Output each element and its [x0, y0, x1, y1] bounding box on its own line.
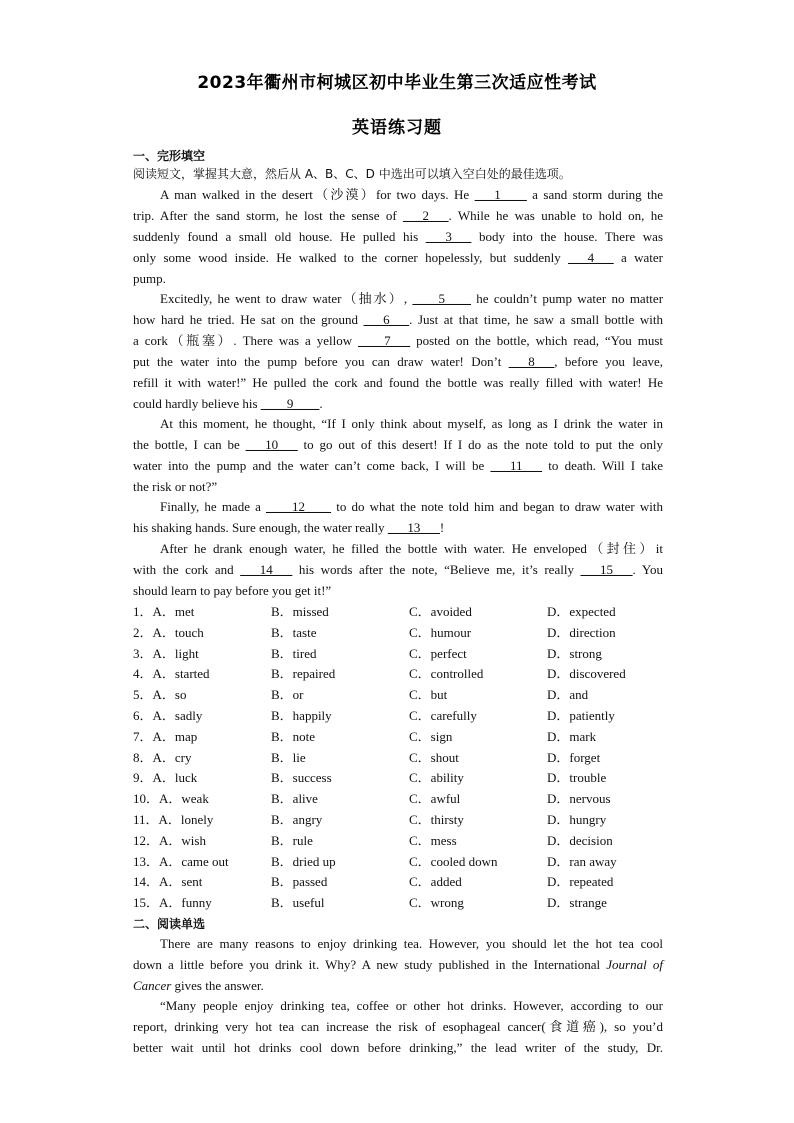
passage-line: A man walked in the desert（沙漠）for two days. He ___1____ a sand storm during the	[160, 187, 664, 202]
exam-title: 2023年衢州市柯城区初中毕业生第三次适应性考试	[197, 73, 597, 93]
option-a: 5．A．so	[133, 687, 187, 703]
passage-line: with the cork and ___14___ his words after the note, “Believe me, it’s really ___15___. You	[133, 562, 663, 577]
option-c: C．added	[409, 874, 462, 890]
option-row	[133, 895, 653, 916]
passage-line: the bottle, I can be ___10___ to go out of this desert! If I do as the note told to put the only	[133, 437, 663, 452]
option-row	[133, 833, 653, 854]
option-row	[133, 666, 653, 687]
passage-line: his shaking hands. Sure enough, the water really ___13___!	[133, 520, 445, 535]
option-a: 3．A．light	[133, 645, 199, 661]
passage-line: could hardly believe his ____9____.	[133, 396, 323, 411]
option-c: C．controlled	[409, 666, 484, 682]
option-row	[133, 625, 653, 646]
blank-10: ___10___	[245, 437, 298, 452]
blank-5: ____5____	[412, 291, 471, 306]
passage-line: put the water into the pump before you can draw water! Don’t ___8___, before you leave,	[133, 354, 663, 369]
passage-line: a cork（瓶塞）. There was a yellow ____7___ posted on the bottle, which read, “You must	[133, 333, 663, 348]
blank-12: ____12____	[266, 499, 332, 514]
passage-line: refill it with water!” He pulled the cork and found the bottle was really filled with water! He	[133, 375, 663, 390]
blank-8: ___8___	[508, 354, 555, 369]
option-c: C．avoided	[409, 604, 472, 619]
passage-line: After he drank enough water, he filled the bottle with water. He enveloped（封住）it	[160, 541, 663, 556]
option-d: D．strong	[547, 645, 602, 661]
options-list	[133, 604, 653, 916]
option-d: D．mark	[547, 728, 597, 744]
passage-line: At this moment, he thought, “If I only think about myself, as long as I drink the water in	[160, 416, 663, 431]
blank-2: ___2___	[403, 208, 449, 223]
passage-line: “Many people enjoy drinking tea, coffee or other hot drinks. However, according to our	[160, 998, 663, 1013]
option-b: B．success	[271, 770, 332, 786]
option-d: D．forget	[547, 749, 601, 765]
blank-7: ____7___	[358, 333, 411, 348]
option-c: C．sign	[409, 728, 453, 744]
passage-line: the risk or not?”	[133, 479, 218, 494]
option-b: B．missed	[271, 604, 329, 619]
option-c: C．mess	[409, 832, 457, 848]
option-b: B．passed	[271, 874, 328, 890]
option-row	[133, 854, 653, 875]
blank-9: ____9____	[260, 396, 320, 411]
option-row	[133, 750, 653, 771]
option-c: C．carefully	[409, 707, 477, 723]
option-a: 12．A．wish	[133, 832, 206, 848]
option-d: D．and	[547, 687, 589, 703]
option-c: C．thirsty	[409, 811, 464, 827]
option-c: C．shout	[409, 749, 459, 765]
blank-3: ___3___	[425, 229, 472, 244]
blank-15: ___15___	[580, 562, 633, 577]
passage-line: report, drinking very hot tea can increase the risk of esophageal cancer(食道癌), so you’d	[133, 1019, 663, 1034]
option-row	[133, 812, 653, 833]
option-b: B．taste	[271, 624, 317, 640]
blank-6: ___6___	[363, 312, 410, 327]
option-d: D．trouble	[547, 770, 607, 786]
blank-1: ___1____	[474, 187, 527, 202]
option-c: C．humour	[409, 624, 472, 640]
passage-line: should learn to pay before you get it!”	[133, 583, 332, 598]
option-d: D．nervous	[547, 791, 611, 807]
option-c: C．cooled down	[409, 853, 498, 869]
option-a: 6．A．sadly	[133, 707, 203, 723]
option-d: D．direction	[547, 624, 616, 640]
option-d: D．strange	[547, 895, 607, 911]
option-d: D．ran away	[547, 853, 617, 869]
option-a: 7．A．map	[133, 728, 198, 744]
passage-line: suddenly found a small old house. He pulled his ___3___ body into the house. There was	[133, 229, 664, 244]
section2-heading: 二、阅读单选	[133, 917, 206, 931]
section1-heading: 一、完形填空	[133, 149, 206, 163]
blank-14: ___14___	[240, 562, 293, 577]
option-b: B．alive	[271, 791, 318, 807]
passage-line: down a little before you drink it. Why? A new study published in the International Journal of	[133, 957, 664, 972]
option-row	[133, 687, 653, 708]
option-a: 8．A．cry	[133, 749, 192, 765]
blank-11: ___11___	[490, 458, 543, 473]
option-d: D．hungry	[547, 811, 607, 827]
passage-line: better wait until hot drinks cool down before drinking,” the lead writer of the study, Dr.	[133, 1040, 663, 1055]
blank-13: ___13___	[387, 520, 440, 535]
passage-line: trip. After the sand storm, he lost the sense of ___2___. While he was unable to hold on, he	[133, 208, 663, 223]
option-d: D．decision	[547, 832, 613, 848]
blank-4: ___4___	[568, 250, 614, 265]
option-a: 9．A．luck	[133, 770, 198, 786]
option-a: 14．A．sent	[133, 874, 203, 890]
option-a: 11．A．lonely	[133, 811, 214, 827]
option-b: B．useful	[271, 895, 325, 911]
passage-line: Cancer gives the answer.	[133, 978, 264, 993]
option-row	[133, 791, 653, 812]
passage-line: only some wood inside. He walked to the corner hopelessly, but suddenly ___4___ a water	[133, 250, 664, 265]
option-row	[133, 646, 653, 667]
option-a: 1．A．met	[133, 604, 195, 619]
passage-line: Excitedly, he went to draw water（抽水）, ____5____ he couldn’t pump water no matter	[160, 291, 664, 306]
option-b: B．or	[271, 687, 304, 703]
option-b: B．angry	[271, 811, 323, 827]
option-b: B．happily	[271, 707, 332, 723]
option-b: B．repaired	[271, 666, 336, 682]
option-c: C．wrong	[409, 895, 464, 911]
option-c: C．ability	[409, 770, 464, 786]
option-d: D．repeated	[547, 874, 614, 890]
passage-line: Finally, he made a ____12____ to do what the note told him and began to draw water with	[160, 499, 664, 514]
passage-line: pump.	[133, 271, 166, 286]
passage-line: water into the pump and the water can’t come back, I will be ___11___ to death. Will I take	[133, 458, 664, 473]
option-b: B．tired	[271, 645, 317, 661]
option-a: 4．A．started	[133, 666, 210, 682]
option-d: D．patiently	[547, 707, 615, 723]
option-row	[133, 708, 653, 729]
option-row	[133, 770, 653, 791]
option-a: 13．A．came out	[133, 853, 229, 869]
option-b: B．dried up	[271, 853, 336, 869]
option-d: D．expected	[547, 604, 616, 619]
exam-subtitle: 英语练习题	[352, 118, 442, 138]
passage-line: There are many reasons to enjoy drinking tea. However, you should let the hot tea cool	[160, 936, 663, 951]
option-b: B．lie	[271, 749, 306, 765]
option-a: 10．A．weak	[133, 791, 209, 807]
option-row	[133, 729, 653, 750]
section1-instruction: 阅读短文，掌握其大意，然后从 A、B、C、D 中选出可以填入空白处的最佳选项。	[133, 167, 571, 181]
passage-line: how hard he tried. He sat on the ground ___6___. Just at that time, he saw a small bottle with	[133, 312, 663, 327]
option-c: C．but	[409, 687, 448, 703]
option-b: B．rule	[271, 832, 313, 848]
option-c: C．perfect	[409, 645, 467, 661]
option-b: B．note	[271, 728, 316, 744]
option-d: D．discovered	[547, 666, 626, 682]
option-c: C．awful	[409, 791, 461, 807]
option-row	[133, 874, 653, 895]
option-a: 2．A．touch	[133, 624, 204, 640]
option-a: 15．A．funny	[133, 895, 212, 911]
option-row	[133, 604, 653, 625]
